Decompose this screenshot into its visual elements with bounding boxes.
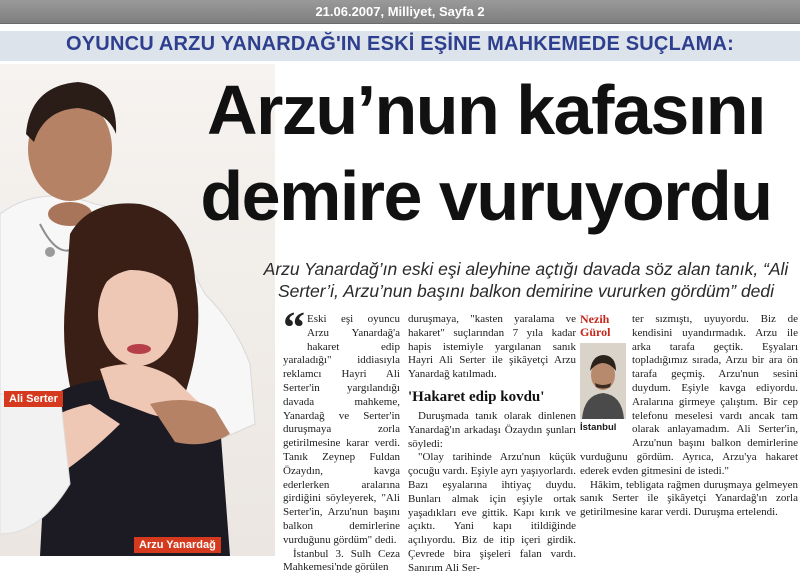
columnist-photo (580, 343, 626, 419)
article-column-1 (283, 303, 400, 575)
quote-mark-icon: “ (283, 303, 305, 352)
date-source-label: 21.06.2007, Milliyet, Sayfa 2 (315, 4, 485, 19)
columnist-box (580, 313, 626, 437)
paragraph: İstanbul 3. Sulh Ceza Mahkemesi'nde görülen (283, 547, 400, 574)
paragraph: Duruşmada tanık olarak dinlenen Yanardağ'ın arkadaşı Özaydın şunları söyledi: (408, 409, 576, 450)
columnist-city: İstanbul (580, 422, 617, 433)
paragraph: duruşmaya, "kasten yaralama ve hakaret" suçlarından 7 yıla kadar hapis istemiyle yargılanan sanık Hayri Ali Serter ile şikâyetçi Arzu Yanardağ katılmadı. (408, 313, 576, 381)
kicker: OYUNCU ARZU YANARDAĞ'IN ESKİ EŞİNE MAHKEMEDE SUÇLAMA: (66, 33, 734, 55)
caption-arzu-yanardag: Arzu Yanardağ (134, 537, 221, 553)
columnist-portrait-icon (580, 343, 626, 419)
deck-subtitle: Arzu Yanardağ’ın eski eşi aleyhine açtığı davada söz alan tanık, “Ali Serter’i, Arzu’nun başını balkon demirine vururken gördüm” dedi (263, 259, 789, 301)
subheading: 'Hakaret edip kovdu' (408, 388, 545, 405)
caption-ali-serter: Ali Serter (4, 391, 63, 407)
columnist-first-name: Nezih (580, 312, 610, 326)
lead-text: Eski eşi oyuncu Arzu Yanardağ'a hakaret edip yaraladığı" iddiasıyla reklamcı Hayri Ali Serter'in yargılandığı davada mahkeme, Yanardağ ve Serter'in duruşmaya zorla getirilmesine karar verdi. Tanık Zeynep Fuldan Özaydın, kavga ederlerken aralarına girdiğini söyleyerek, "Ali Serter'in, Arzu'nun başını balkon demirlerine vurduğunu gördüm" dedi. (283, 313, 400, 546)
lead-paragraph (283, 303, 400, 548)
paragraph: "Olay tarihinde Arzu'nun küçük çocuğu vardı. Eşiyle ayrı yaşıyorlardı. Bazı eşyalarına ihtiyaç duydu. Bunları almak için eşiyle ortak yaşadıkları eve gittik. Kapı kırık ve açıktı. Yani kapı itildiğinde açılıyordu. Biz de itip içeri girdik. Çevrede bira şişeleri falan vardı. Sanırım Ali Ser- (408, 451, 577, 574)
headline-line-1: Arzu’nun kafasını (207, 71, 765, 149)
paragraph: Hâkim, tebligata rağmen duruşmaya gelmeyen sanık Serter ile şikâyetçi Yanardağ'ın zorla getirilmesine karar verdi. Duruşma ertelendi. (580, 478, 798, 519)
headline-line-2: demire vuruyordu (200, 157, 772, 235)
columnist-last-name: Gürol (580, 325, 611, 339)
top-bar (0, 0, 800, 24)
article-column-2 (408, 313, 576, 576)
article-column-3 (580, 313, 798, 520)
paragraph: ter sızmıştı, uyuyordu. Biz de kendisini uyandırmadık. Arzu ile arka tarafa geçtik. Eşyaları topladığımız sırada, Arzu bir ara ön tarafa geçmiş. Arzu'nun sesini duydum. Eşiyle kavga ediyordu. Aralarına girmeye çalıştım. Bir cep telefonu meselesi vardı ancak tam olarak anlayamadım. Ali Serter'in, Arzu'nun başını balkon demirlerine vurduğunu gördüm. Ayrıca, Arzu'ya hakaret ederek evden gitmesini de istedi." (580, 313, 798, 477)
